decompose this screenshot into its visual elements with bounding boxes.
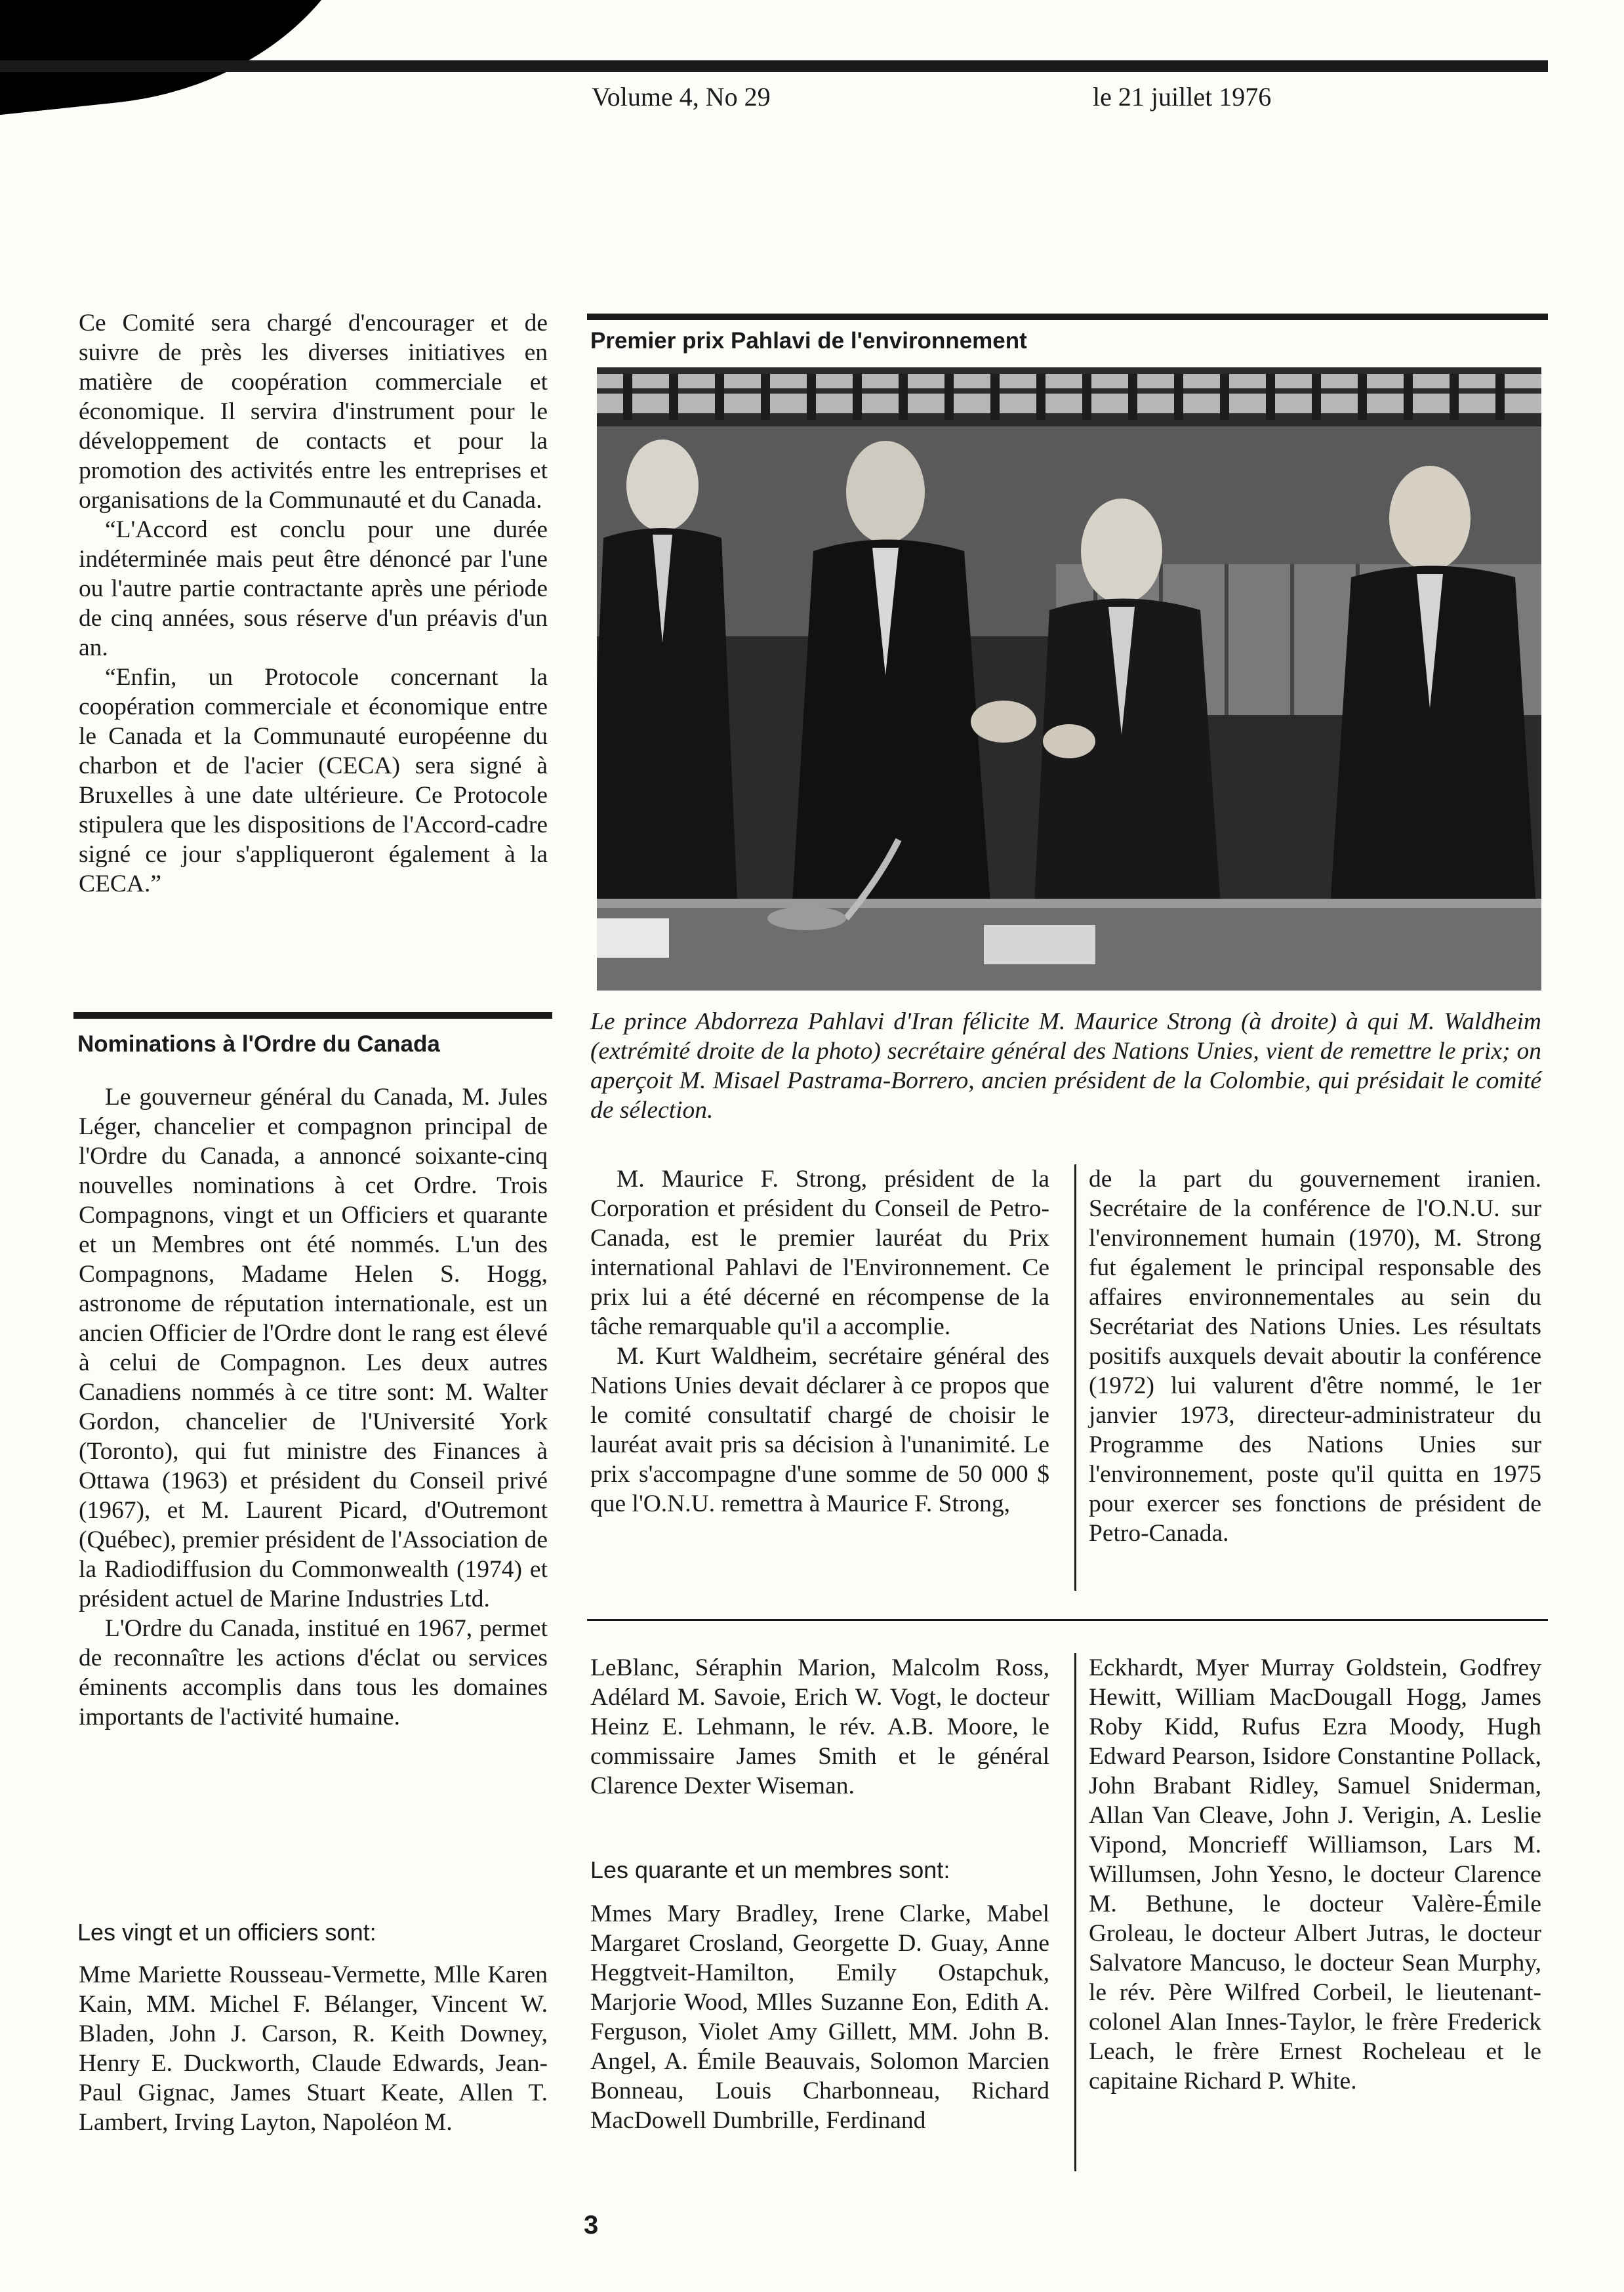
paragraph: Ce Comité sera chargé d'encourager et de suivre de près les diverses initiatives en matière de coopération commerciale et économique. Il servira d'instrument pour le développement de contacts et pour la promotion des activités entre les entreprises et organisations de la Communauté et du Canada. xyxy=(79,310,548,514)
volume-number: Volume 4, No 29 xyxy=(592,82,771,112)
nominations-body xyxy=(79,1082,548,1732)
award-photo xyxy=(597,367,1541,991)
paragraph: Mme Mariette Rousseau-Vermette, Mlle Karen Kain, MM. Michel F. Bélanger, Vincent W. Bladen, John J. Carson, R. Keith Downey, Henry E. Duckworth, Claude Edwards, Jean-Paul Gignac, James Stuart Keate, Allen T. Lambert, Irving Layton, Napoléon M. xyxy=(79,1961,548,2136)
column-divider xyxy=(1074,1653,1076,2171)
photo-caption: Le prince Abdorreza Pahlavi d'Iran félicite M. Maurice Strong (à droite) à qui M. Waldheim (extrémité droite de la photo) secrétaire général des Nations Unies, vient de remettre le prix; on aperçoit M. Misael Pastrama-Borrero, ancien président de la Colombie, qui présidait le comité de sélection. xyxy=(590,1008,1541,1124)
feature-column-1 xyxy=(590,1164,1049,1519)
feature-rule xyxy=(587,314,1548,320)
paragraph: Le gouverneur général du Canada, M. Jules Léger, chancelier et compagnon principal de l'Ordre du Canada, a annoncé soixante-cinq nouvelles nominations à cet Ordre. Trois Compagnons, vingt et un Officiers et quarante et un Membres ont été nommés. L'un des Compagnons, Madame Helen S. Hogg, astronome de réputation internationale, est un ancien Officier de l'Ordre dont le rang est élevé à celui de Compagnon. Les deux autres Canadiens nommés à ce titre sont: M. Walter Gordon, chancelier de l'Université York (Toronto), qui fut ministre des Finances à Ottawa (1963) et président du Conseil privé (1967), et M. Laurent Picard, d'Outremont (Québec), premier président de l'Association de la Radiodiffusion du Commonwealth (1974) et président actuel de Marine Industries Ltd. xyxy=(79,1084,548,1612)
top-rule xyxy=(0,60,1548,72)
paragraph: Eckhardt, Myer Murray Goldstein, Godfrey Hewitt, William MacDougall Hogg, James Roby Kidd, Rufus Ezra Moody, Hugh Edward Pearson, Isidore Constantine Pollack, John Brabant Ridley, Samuel Sniderman, Allan Van Cleave, John J. Verigin, A. Leslie Vipond, Moncrieff Williamson, Lars M. Willumsen, John Yesno, le docteur Clarence M. Bethune, le docteur Valère-Émile Groleau, le docteur Albert Jutras, le docteur Salvatore Mancuso, le docteur Sean Murphy, le rév. Père Wilfred Corbeil, le lieutenant-colonel Alan Innes-Taylor, le frère Frederick Leach, le frère Ernest Rocheleau et le capitaine Richard P. White. xyxy=(1089,1654,1541,2095)
page-number: 3 xyxy=(584,2211,599,2240)
bottom-column-1 xyxy=(590,1653,1049,1801)
paragraph: L'Ordre du Canada, institué en 1967, permet de reconnaître les actions d'éclat ou services éminents accomplis dans tous les domaines importants de l'activité humaine. xyxy=(79,1615,548,1730)
paragraph: LeBlanc, Séraphin Marion, Malcolm Ross, Adélard M. Savoie, Erich W. Vogt, le docteur Heinz E. Lehmann, le rév. A.B. Moore, le commissaire James Smith et le général Clarence Dexter Wiseman. xyxy=(590,1654,1049,1799)
nominations-heading: Nominations à l'Ordre du Canada xyxy=(77,1031,440,1057)
paragraph: M. Maurice F. Strong, président de la Corporation et président du Conseil de Petro-Canada, est le premier lauréat du Prix international Pahlavi de l'Environnement. Ce prix lui a été décerné en récompense de la tâche remarquable qu'il a accomplie. xyxy=(590,1166,1049,1340)
issue-date: le 21 juillet 1976 xyxy=(1093,82,1272,112)
section-rule xyxy=(73,1012,552,1019)
paragraph: “Enfin, un Protocole concernant la coopération commerciale et économique entre le Canada et la Communauté européenne du charbon et de l'acier (CECA) sera signé à Bruxelles à une date ultérieure. Ce Protocole stipulera que les dispositions de l'Accord-cadre signé ce jour s'appliqueront également à la CECA.” xyxy=(79,664,548,897)
paragraph: de la part du gouvernement iranien. Secrétaire de la conférence de l'O.N.U. sur l'environnement humain (1970), M. Strong fut également le principal responsable des affaires environnementales au sein du Secrétariat des Nations Unies. Les résultats positifs auxquels devait aboutir la conférence (1972) lui valurent d'être nommé, le 1er janvier 1973, directeur-administrateur du Programme des Nations Unies sur l'environnement, poste qu'il quitta en 1975 pour exercer ses fonctions de président de Petro-Canada. xyxy=(1089,1166,1541,1547)
members-list-1 xyxy=(590,1899,1049,2135)
feature-column-2 xyxy=(1089,1164,1541,1548)
bottom-rule xyxy=(587,1619,1548,1621)
column-divider xyxy=(1074,1164,1076,1591)
photo-illustration xyxy=(597,367,1541,991)
feature-heading: Premier prix Pahlavi de l'environnement xyxy=(590,328,1027,354)
members-list-2 xyxy=(1089,1653,1541,2096)
paragraph: Mmes Mary Bradley, Irene Clarke, Mabel Margaret Crosland, Georgette D. Guay, Anne Heggtveit-Hamilton, Emily Ostapchuk, Marjorie Wood, Mlles Suzanne Eon, Edith A. Ferguson, Violet Amy Gillett, MM. John B. Angel, A. Émile Beauvais, Solomon Marcien Bonneau, Louis Charbonneau, Richard MacDowell Dumbrille, Ferdinand xyxy=(590,1900,1049,2134)
paragraph: M. Kurt Waldheim, secrétaire général des Nations Unies devait déclarer à ce propos que le comité consultatif chargé de choisir le lauréat avait pris sa décision à l'unanimité. Le prix s'accompagne d'une somme de 50 000 $ que l'O.N.U. remettra à Maurice F. Strong, xyxy=(590,1343,1049,1517)
members-heading: Les quarante et un membres sont: xyxy=(590,1856,950,1883)
paragraph: “L'Accord est conclu pour une durée indéterminée mais peut être dénoncé par l'une ou l'autre partie contractante après une période de cinq années, sous réserve d'un préavis d'un an. xyxy=(79,516,548,661)
officers-list xyxy=(79,1960,548,2137)
left-column-top xyxy=(79,308,548,899)
officers-heading: Les vingt et un officiers sont: xyxy=(77,1919,376,1946)
